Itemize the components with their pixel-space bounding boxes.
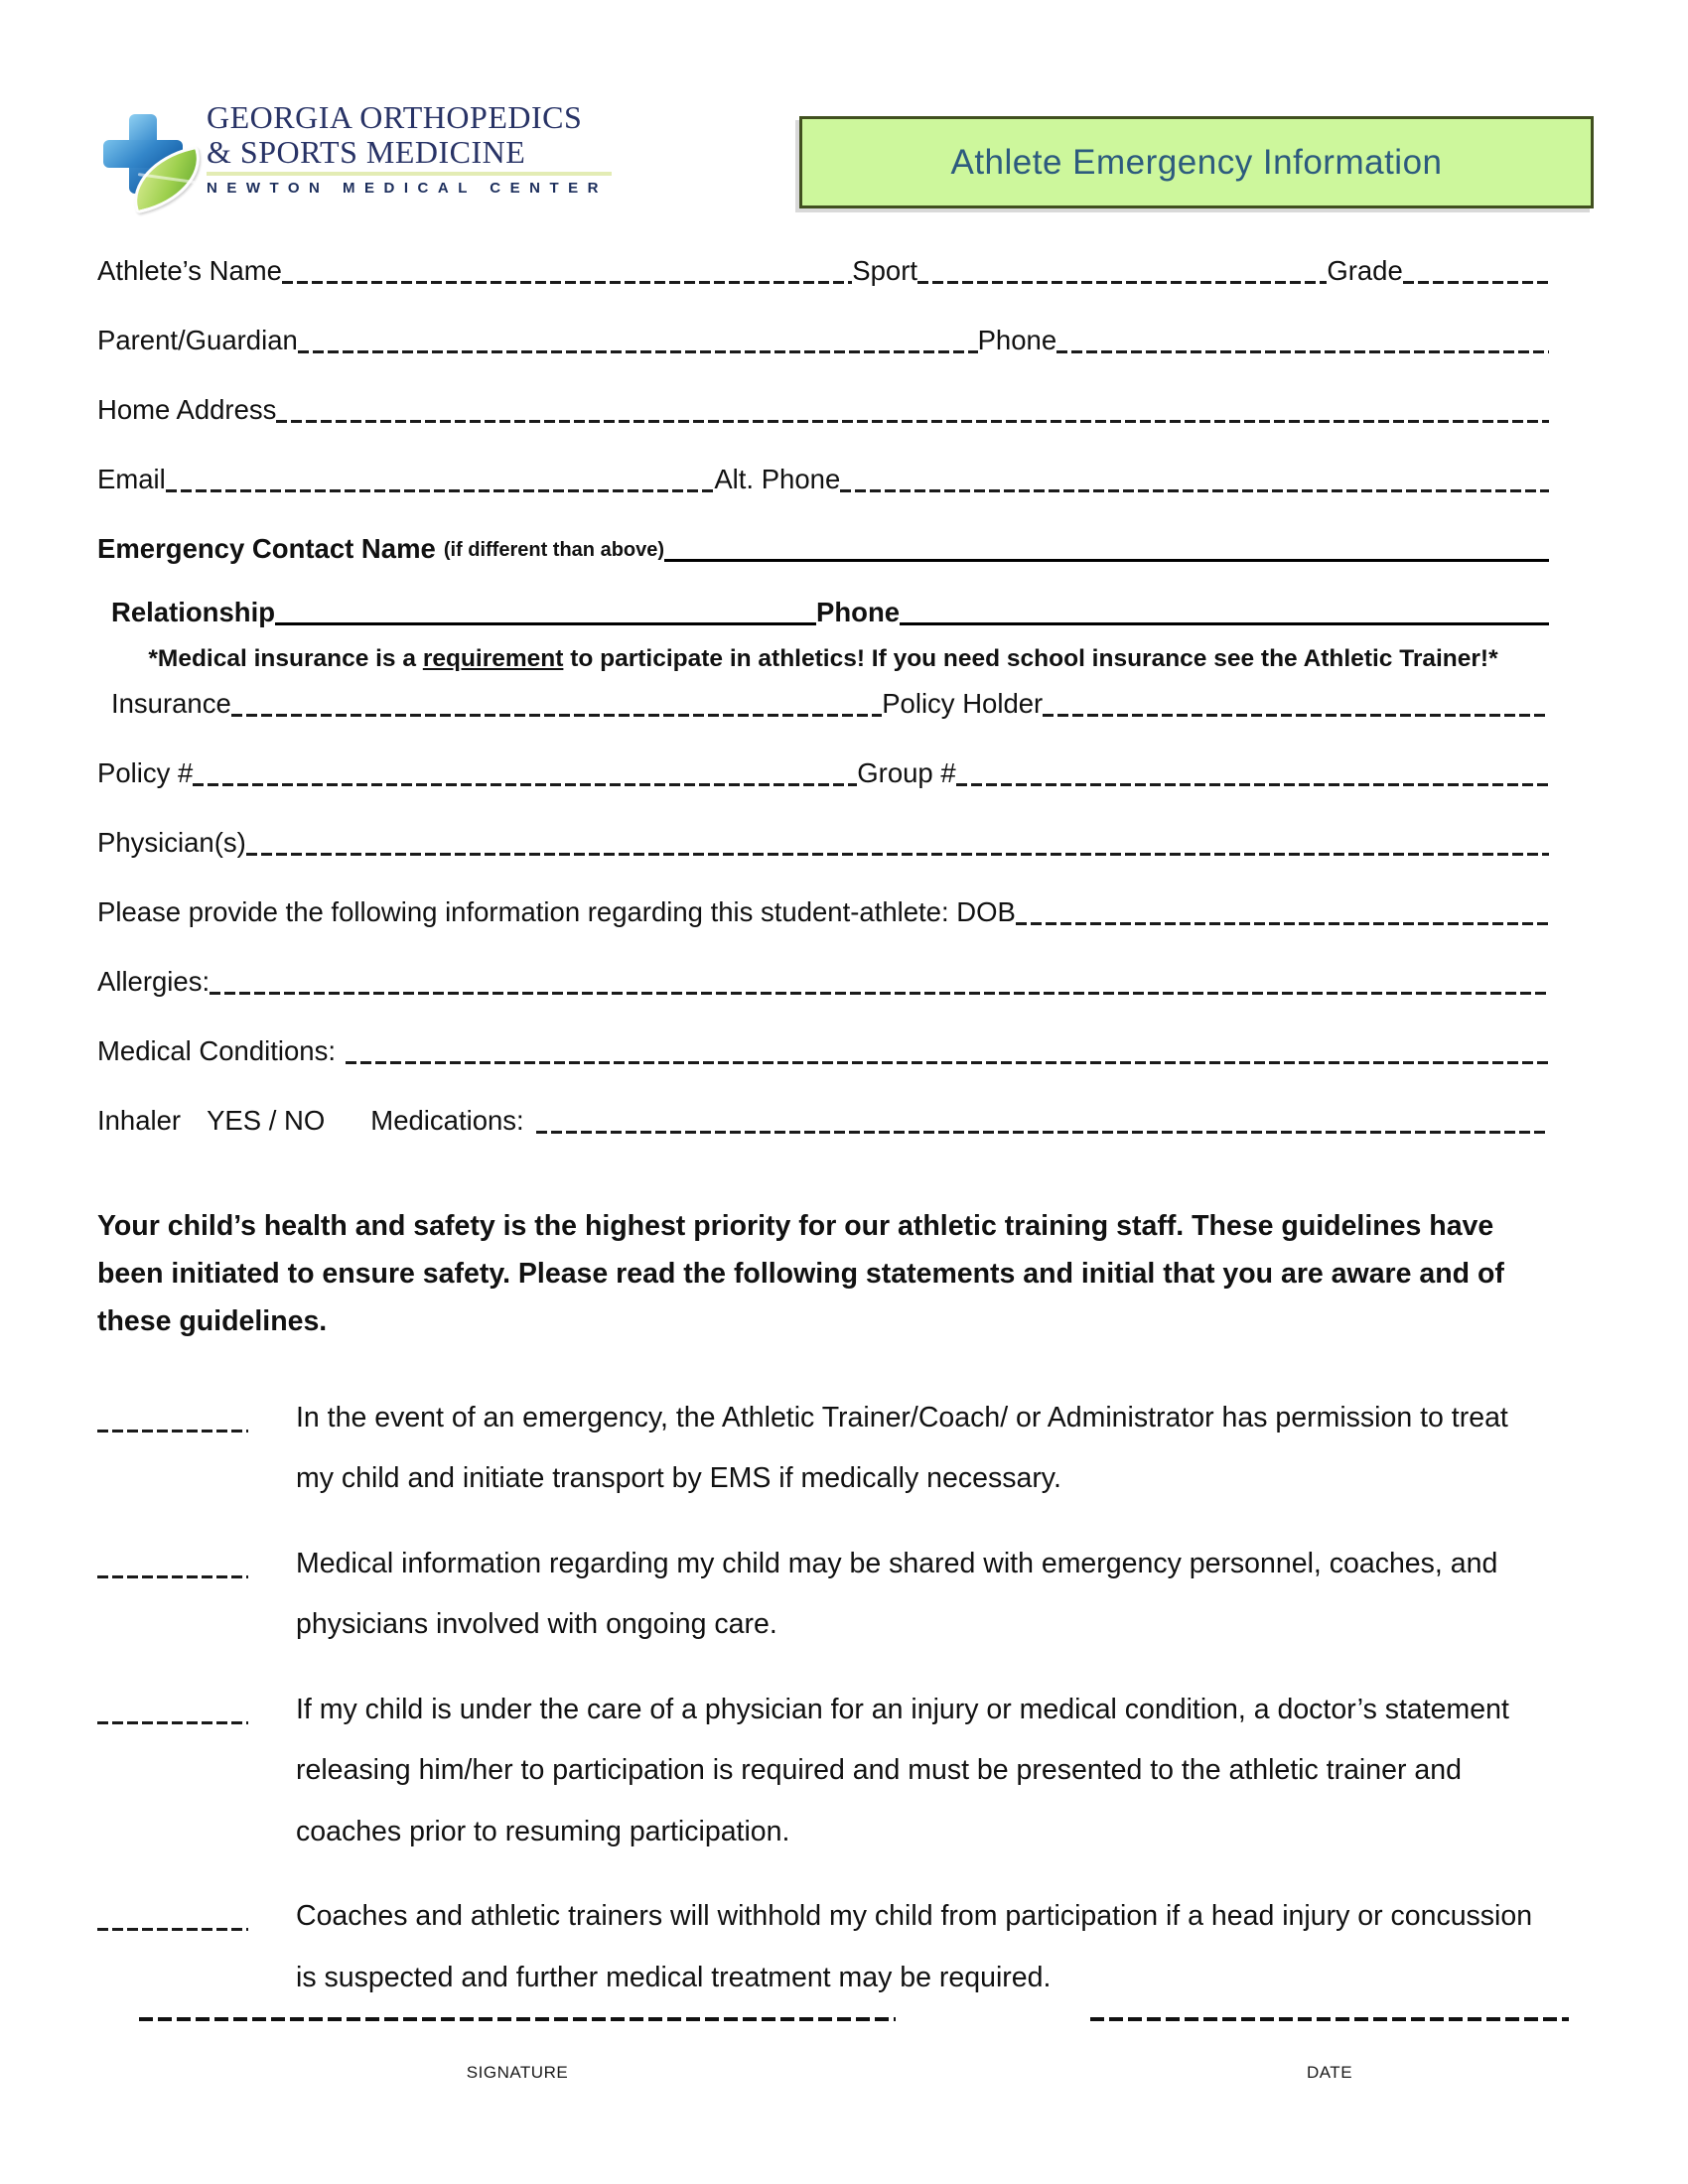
group-number-label: Group #	[857, 756, 956, 788]
sport-blank[interactable]	[917, 274, 1327, 284]
sport-label: Sport	[852, 254, 917, 286]
insurance-label: Insurance	[111, 687, 231, 719]
form-title-box	[799, 116, 1594, 208]
medical-conditions-row	[97, 1034, 1549, 1064]
form-header	[0, 0, 1688, 218]
grade-blank[interactable]	[1403, 274, 1549, 284]
statement-information-sharing	[97, 1534, 1549, 1656]
contact-info-section	[0, 218, 1688, 1134]
policy-holder-label: Policy Holder	[882, 687, 1044, 719]
initials-blank[interactable]	[97, 1928, 248, 1931]
emergency-contact-sublabel: (if different than above)	[443, 539, 665, 561]
athlete-name-row	[97, 254, 1549, 284]
parent-guardian-label: Parent/Guardian	[97, 324, 298, 355]
medications-label: Medications:	[370, 1104, 524, 1136]
email-label: Email	[97, 463, 166, 494]
policy-number-label: Policy #	[97, 756, 194, 788]
statement-physician-release	[97, 1680, 1549, 1863]
insurance-note	[97, 645, 1549, 673]
phone-blank[interactable]	[1056, 343, 1549, 353]
parent-guardian-row	[97, 324, 1549, 353]
logo-divider	[207, 172, 612, 176]
emergency-contact-label: Emergency Contact Name	[97, 532, 436, 564]
initials-blank[interactable]	[97, 1430, 248, 1433]
medical-cross-leaf-icon	[89, 94, 199, 218]
physician-label: Physician(s)	[97, 826, 246, 858]
emergency-contact-row	[97, 532, 1549, 562]
policy-holder-blank[interactable]	[1043, 707, 1549, 717]
logo-subtitle: NEWTON MEDICAL CENTER	[207, 180, 608, 198]
statement-text: Medical information regarding my child may be shared with emergency personnel, coaches, and physicians involved with ongoing care.	[296, 1547, 1498, 1641]
group-number-blank[interactable]	[956, 776, 1549, 786]
signature-section	[97, 2017, 1591, 2083]
parent-guardian-blank[interactable]	[298, 343, 978, 353]
relationship-label: Relationship	[111, 596, 276, 627]
grade-label: Grade	[1327, 254, 1403, 286]
relationship-blank[interactable]	[275, 615, 816, 625]
date-line[interactable]	[1090, 2017, 1569, 2021]
athlete-name-blank[interactable]	[282, 274, 852, 284]
emergency-phone-label: Phone	[816, 596, 901, 627]
email-blank[interactable]	[166, 482, 715, 492]
inhaler-label: Inhaler	[97, 1104, 182, 1136]
statement-head-injury	[97, 1886, 1549, 2008]
initials-blank[interactable]	[97, 1721, 248, 1724]
policy-number-row	[97, 756, 1549, 786]
signature-label: SIGNATURE	[466, 2063, 569, 2082]
medications-blank[interactable]	[536, 1124, 1549, 1134]
home-address-blank[interactable]	[276, 413, 1549, 423]
initials-blank[interactable]	[97, 1575, 248, 1578]
logo-name-line2: & SPORTS MEDICINE	[207, 133, 526, 170]
signature-line[interactable]	[139, 2017, 896, 2021]
policy-number-blank[interactable]	[193, 776, 857, 786]
emergency-phone-blank[interactable]	[900, 615, 1549, 625]
medical-conditions-blank[interactable]	[346, 1054, 1549, 1064]
emergency-contact-blank[interactable]	[664, 552, 1549, 562]
allergies-label: Allergies:	[97, 965, 211, 997]
email-row	[97, 463, 1549, 492]
athlete-name-label: Athlete’s Name	[97, 254, 282, 286]
insurance-note-pre: *Medical insurance is a	[148, 645, 423, 672]
signature-block	[139, 2017, 896, 2083]
physician-blank[interactable]	[246, 846, 1549, 856]
allergies-row	[97, 965, 1549, 995]
dob-row	[97, 895, 1549, 925]
allergies-blank[interactable]	[210, 985, 1549, 995]
home-address-row	[97, 393, 1549, 423]
guidelines-intro-paragraph: Your child’s health and safety is the highest priority for our athletic training staff. These guidelines have been initiated to ensure safety. Please read the following statements and initial that you are aware and of these guidelines.	[97, 1210, 1504, 1337]
form-title: Athlete Emergency Information	[950, 142, 1443, 182]
statement-emergency-treatment	[97, 1388, 1549, 1510]
guidelines-statements	[0, 1346, 1688, 2009]
insurance-note-post: to participate in athletics! If you need school insurance see the Athletic Trainer!*	[563, 645, 1498, 672]
alt-phone-label: Alt. Phone	[714, 463, 841, 494]
statement-text: Coaches and athletic trainers will withhold my child from participation if a head injury or concussion is suspected and further medical treatment may be required.	[296, 1900, 1533, 1993]
phone-label: Phone	[977, 324, 1057, 355]
relationship-row	[97, 596, 1549, 625]
logo-name-line1: GEORGIA ORTHOPEDICS	[207, 99, 583, 135]
dob-blank[interactable]	[1016, 915, 1549, 925]
physician-row	[97, 826, 1549, 856]
insurance-note-underlined: requirement	[422, 645, 564, 672]
statement-text: If my child is under the care of a physician for an injury or medical condition, a doctor’s statement releasing him/her to participation is required and must be presented to the athletic trainer and coaches prior to resuming participation.	[296, 1693, 1509, 1847]
insurance-row	[97, 687, 1549, 717]
inhaler-yes-no-choice[interactable]: YES / NO	[207, 1104, 326, 1136]
insurance-blank[interactable]	[231, 707, 882, 717]
statement-text: In the event of an emergency, the Athletic Trainer/Coach/ or Administrator has permission to treat my child and initiate transport by EMS if medically necessary.	[296, 1401, 1508, 1495]
dob-label: Please provide the following information regarding this student-athlete: DOB	[97, 895, 1016, 927]
alt-phone-blank[interactable]	[840, 482, 1549, 492]
home-address-label: Home Address	[97, 393, 277, 425]
medical-conditions-label: Medical Conditions:	[97, 1034, 336, 1066]
organization-logo	[89, 94, 612, 218]
inhaler-medications-row	[97, 1104, 1549, 1134]
date-block	[1090, 2017, 1569, 2083]
logo-text	[207, 94, 612, 197]
date-label: DATE	[1306, 2063, 1353, 2082]
